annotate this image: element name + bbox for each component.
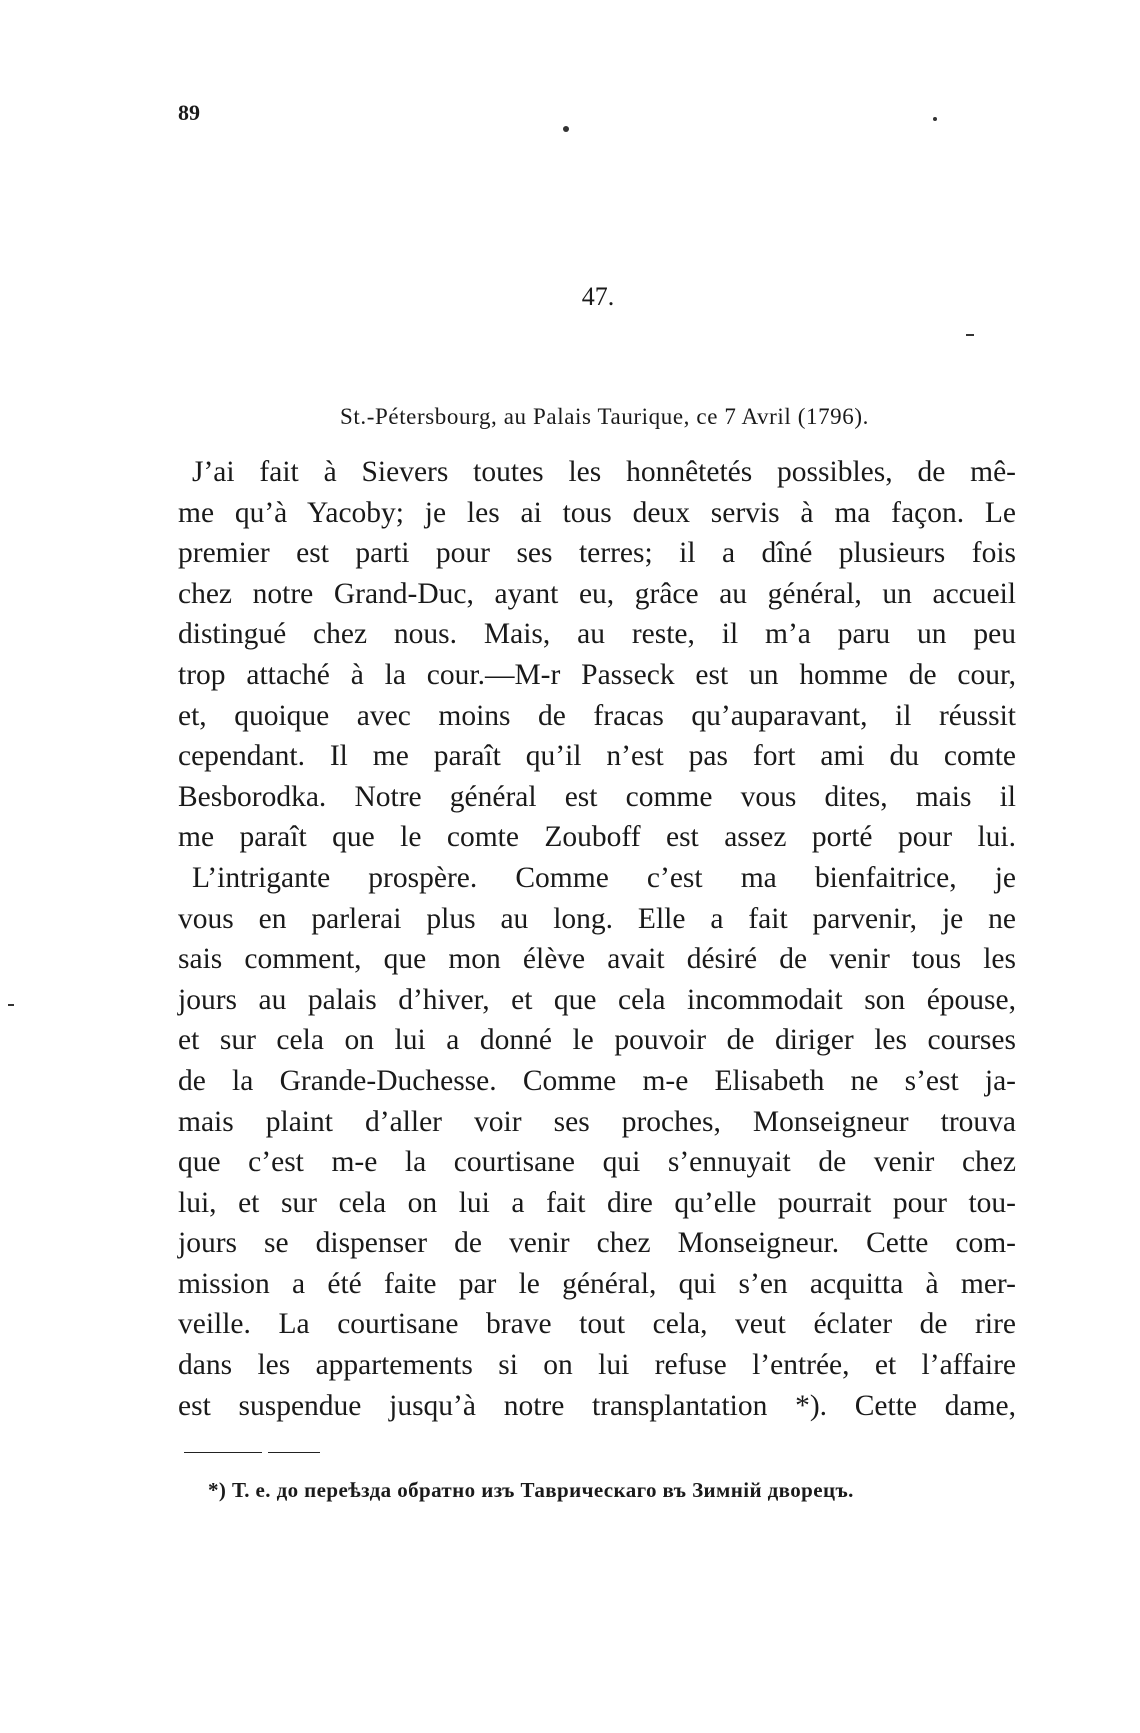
print-speck (563, 126, 569, 132)
body-line: et, quoique avec moins de fracas qu’auparavant, il réussit (178, 699, 1016, 732)
body-line: vous en parlerai plus au long. Elle a fait parvenir, je ne (178, 902, 1016, 935)
body-line: mais plaint d’aller voir ses proches, Monseigneur trouva (178, 1105, 1016, 1138)
print-speck (933, 117, 937, 121)
print-speck (8, 1004, 14, 1006)
letter-number: 47. (581, 282, 615, 311)
footnote-rule (184, 1452, 262, 1453)
body-line: chez notre Grand-Duc, ayant eu, grâce au général, un accueil (178, 577, 1016, 610)
letter-body (178, 452, 1016, 1426)
body-line: distingué chez nous. Mais, au reste, il m’a paru un peu (178, 618, 1016, 651)
body-line: L’intrigante prospère. Comme c’est ma bienfaitrice, je (192, 861, 1016, 894)
body-line: J’ai fait à Sievers toutes les honnêtetés possibles, de mê- (192, 456, 1016, 488)
print-speck (966, 334, 974, 336)
body-line: cependant. Il me paraît qu’il n’est pas fort ami du comte (178, 740, 1016, 773)
body-line: me paraît que le comte Zouboff est assez porté pour lui. (178, 821, 1016, 854)
body-line: Besborodka. Notre général est comme vous dites, mais il (178, 780, 1016, 813)
dateline: St.-Pétersbourg, au Palais Taurique, ce 7 Avril (1796). (340, 404, 869, 429)
body-line: dans les appartements si on lui refuse l’entrée, et l’affaire (178, 1349, 1016, 1382)
body-line: mission a été faite par le général, qui s’en acquitta à mer- (178, 1267, 1016, 1300)
footnote: *) Т. е. до переѣзда обратно изъ Таврическаго въ Зимній дворецъ. (208, 1478, 854, 1502)
body-line: premier est parti pour ses terres; il a dîné plusieurs fois (178, 537, 1016, 570)
body-line: veille. La courtisane brave tout cela, veut éclater de rire (178, 1308, 1016, 1341)
body-line: que c’est m-e la courtisane qui s’ennuyait de venir chez (178, 1146, 1016, 1179)
page-number: 89 (178, 100, 200, 125)
body-line: est suspendue jusqu’à notre transplantation *). Cette dame, (178, 1389, 1016, 1422)
body-line: jours au palais d’hiver, et que cela incommodait son épouse, (178, 983, 1016, 1016)
body-line: lui, et sur cela on lui a fait dire qu’elle pourrait pour tou- (178, 1186, 1016, 1219)
body-line: me qu’à Yacoby; je les ai tous deux servis à ma façon. Le (178, 496, 1016, 529)
body-line: trop attaché à la cour.—M-r Passeck est un homme de cour, (178, 658, 1016, 691)
body-line: et sur cela on lui a donné le pouvoir de diriger les courses (178, 1024, 1016, 1057)
footnote-rule (268, 1452, 320, 1453)
body-line: jours se dispenser de venir chez Monseigneur. Cette com- (178, 1227, 1016, 1260)
body-line: sais comment, que mon élève avait désiré de venir tous les (178, 943, 1016, 976)
body-line: de la Grande-Duchesse. Comme m-e Elisabeth ne s’est ja- (178, 1064, 1016, 1097)
